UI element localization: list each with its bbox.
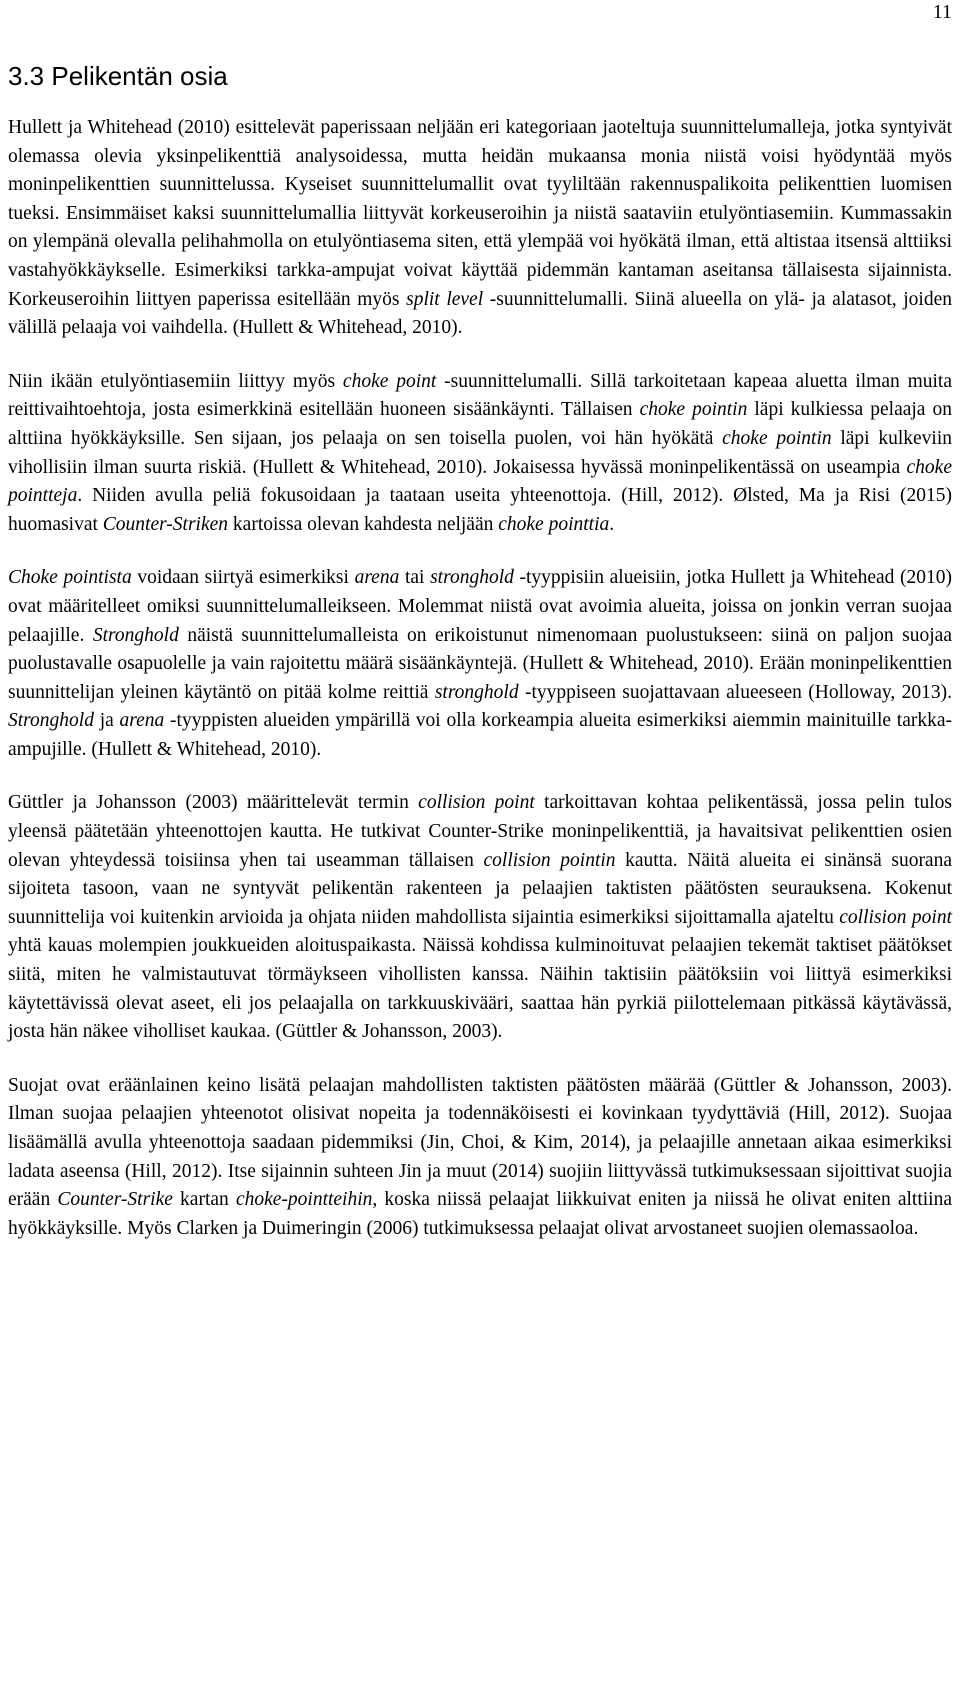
text-run: läpi kulkeviin vihollisiin ilman suurta riskiä. (Hullett & Whitehead, 2010). Jokaisessa hyvässä moninpelikentässä on useampia bbox=[8, 427, 953, 478]
text-run: Niin ikään etulyöntiasemiin liittyy myös bbox=[8, 370, 343, 392]
text-run: yhtä kauas molempien joukkueiden aloituspaikasta. Näissä kohdissa kulminoituvat pelaajien tekemät taktiset päätökset siitä, miten he valmistautuvat törmäykseen vihollisten kanssa. Näihin taktisiin päätöksiin voi liittyä esimerkiksi käytettävissä olevat aseet, eli jos pelaajalla on tarkkuuskivääri, saattaa hän pyrkiä piilottelemaan pitkässä käytävässä, josta hän näkee viholliset kaukaa. (Güttler & Johansson, 2003). bbox=[8, 935, 952, 1043]
text-run: Suojat ovat eräänlainen keino lisätä pelaajan mahdollisten taktisten päätösten määrää (Güttler & Johansson, 2003). Ilman suojaa pelaajien yhteenotot olisivat nopeita ja todennäköisesti ei kovinkaan tyydyttäviä (Hill, 2012). Suojaa lisäämällä avulla yhteenottoja saadaan pidemmiksi (Jin, Choi, & Kim, 2014), ja pelaajille annetaan aikaa esimerkiksi ladata aseensa (Hill, 2012). Itse sijainnin suhteen Jin ja muut (2014) suojiin liittyvässä tutkimuksessaan sijoittivat suojia erään bbox=[8, 1074, 952, 1211]
text-run: läpi kulkiessa pelaaja on alttiina hyökkäyksille. Sen sijaan, jos pelaaja on sen toisella puolen, voi hän hyökätä bbox=[8, 399, 952, 449]
text-run: -tyyppisten alueiden ympärillä voi olla korkeampia alueita esimerkiksi aiemmin mainituille tarkka-ampujille. (Hullett & Whitehead, 2010). bbox=[8, 710, 952, 760]
text-run: tarkoittavan kohtaa pelikentässä, jossa pelin tulos yleensä päätetään yhteenottojen kautta. He tutkivat Counter-Strike moninpelikenttiä, ja havaitsivat pelikenttien osien olevan yhteydessä toisiinsa yhen tai useamman tällaisen bbox=[8, 792, 952, 871]
text-run: tai bbox=[399, 567, 431, 589]
text-run: voidaan siirtyä esimerkiksi bbox=[131, 567, 355, 589]
italic-term: Stronghold bbox=[92, 624, 179, 646]
italic-term: Counter-Strike bbox=[57, 1189, 173, 1211]
italic-term: collision pointin bbox=[483, 849, 616, 871]
text-run: ja bbox=[93, 710, 120, 732]
italic-term: choke point bbox=[342, 370, 437, 392]
text-run: . Niiden avulla peliä fokusoidaan ja taataan useita yhteenottoja. (Hill, 2012). Ølsted, Ma ja Risi (2015) huomasivat bbox=[8, 485, 952, 535]
italic-term: split level bbox=[406, 288, 484, 310]
italic-term: choke pointin bbox=[639, 399, 748, 421]
body-text bbox=[8, 114, 952, 1243]
paragraph bbox=[8, 1072, 952, 1244]
paragraph bbox=[8, 789, 952, 1046]
text-run: -tyyppiseen suojattavaan alueeseen (Holloway, 2013). bbox=[518, 681, 952, 703]
text-run: kautta. Näitä alueita ei sinänsä suorana sijoiteta tasoon, vaan ne syntyvät pelikentän rakenteen ja pelaajien taktisten päätösten seurauksena. Kokenut suunnittelija voi kuitenkin arvioida ja ohjata niiden mahdollista sijaintia esimerkiksi sijoittamalla ajateltu bbox=[8, 849, 952, 928]
paragraph bbox=[8, 114, 952, 343]
italic-term: arena bbox=[354, 567, 400, 589]
italic-term: choke pointtia bbox=[498, 513, 610, 535]
text-run: kartoissa olevan kahdesta neljään bbox=[228, 513, 499, 535]
italic-term: collision point bbox=[418, 792, 535, 814]
text-run: Güttler ja Johansson (2003) määrittelevät termin bbox=[8, 792, 419, 814]
italic-term: choke-pointteihin bbox=[235, 1189, 373, 1211]
text-run: -suunnittelumalli. Siinä alueella on ylä- ja alatasot, joiden välillä pelaaja voi vaihdella. (Hullett & Whitehead, 2010). bbox=[8, 288, 952, 339]
text-run: -suunnittelumalli. Sillä tarkoitetaan kapeaa aluetta ilman muita reittivaihtoehtoja, josta esimerkkinä esitellään huoneen sisäänkäynti. Tällaisen bbox=[8, 370, 952, 421]
italic-term: Stronghold bbox=[8, 710, 94, 732]
italic-term: stronghold bbox=[430, 567, 514, 589]
text-run: näistä suunnittelumalleista on erikoistunut nimenomaan puolustukseen: siinä on paljon suojaa puolustavalle osapuolelle ja vain rajoitettu määrä sisäänkäyntejä. (Hullett & Whitehead, 2010). Erään moninpelikenttien suunnittelijan yleinen käytäntö on pitää kolme reittiä bbox=[8, 624, 952, 703]
italic-term: choke pointin bbox=[722, 427, 832, 449]
italic-term: stronghold bbox=[434, 681, 519, 703]
text-run: Hullett ja Whitehead (2010) esittelevät paperissaan neljään eri kategoriaan jaoteltuja suunnittelumalleja, jotka syntyivät olemassa olevia yksinpelikenttiä analysoidessa, mutta heidän mukaansa monia niistä voisi hyödyntää myös moninpelikenttien suunnittelussa. Kyseiset suunnittelumallit ovat tyyliltään rakennuspalikoita pelikenttien luomisen tueksi. Ensimmäiset kaksi suunnittelumallia liittyvät korkeuseroihin ja niistä saataviin etulyöntiasemiin. Kummassakin on ylempänä olevalla pelihahmolla on etulyöntiasema siten, että ylempää voi hyökätä ilman, että altistaa itsensä alttiiksi vastahyökkäykselle. Esimerkiksi tarkka-ampujat voivat käyttää pidemmän kantaman aseitansa tällaisesta sijainnista. Korkeuseroihin liittyen paperissa esitellään myös bbox=[8, 117, 952, 310]
italic-term: choke pointteja bbox=[8, 456, 952, 507]
text-run: . bbox=[609, 513, 615, 535]
text-run: , koska niissä pelaajat liikkuivat eniten ja niissä he olivat eniten alttiina hyökkäyksille. Myös Clarken ja Duimeringin (2006) tutkimuksessa pelaajat olivat arvostaneet suojien olemassaoloa. bbox=[8, 1189, 952, 1239]
italic-term: collision point bbox=[839, 906, 952, 928]
text-run: -tyyppisiin alueisiin, jotka Hullett ja Whitehead (2010) ovat määritelleet omiksi suunnittelumalleikseen. Molemmat niistä ovat avoimia alueita, joissa on jonkin verran suojaa pelaajille. bbox=[8, 567, 952, 646]
italic-term: Counter-Striken bbox=[102, 513, 229, 535]
italic-term: arena bbox=[119, 710, 165, 732]
paragraph bbox=[8, 368, 952, 540]
section-heading: 3.3 Pelikentän osia bbox=[8, 61, 228, 91]
page-number: 11 bbox=[932, 1, 952, 23]
text-run: kartan bbox=[172, 1189, 236, 1211]
italic-term: Choke pointista bbox=[8, 567, 132, 589]
paragraph bbox=[8, 564, 952, 764]
